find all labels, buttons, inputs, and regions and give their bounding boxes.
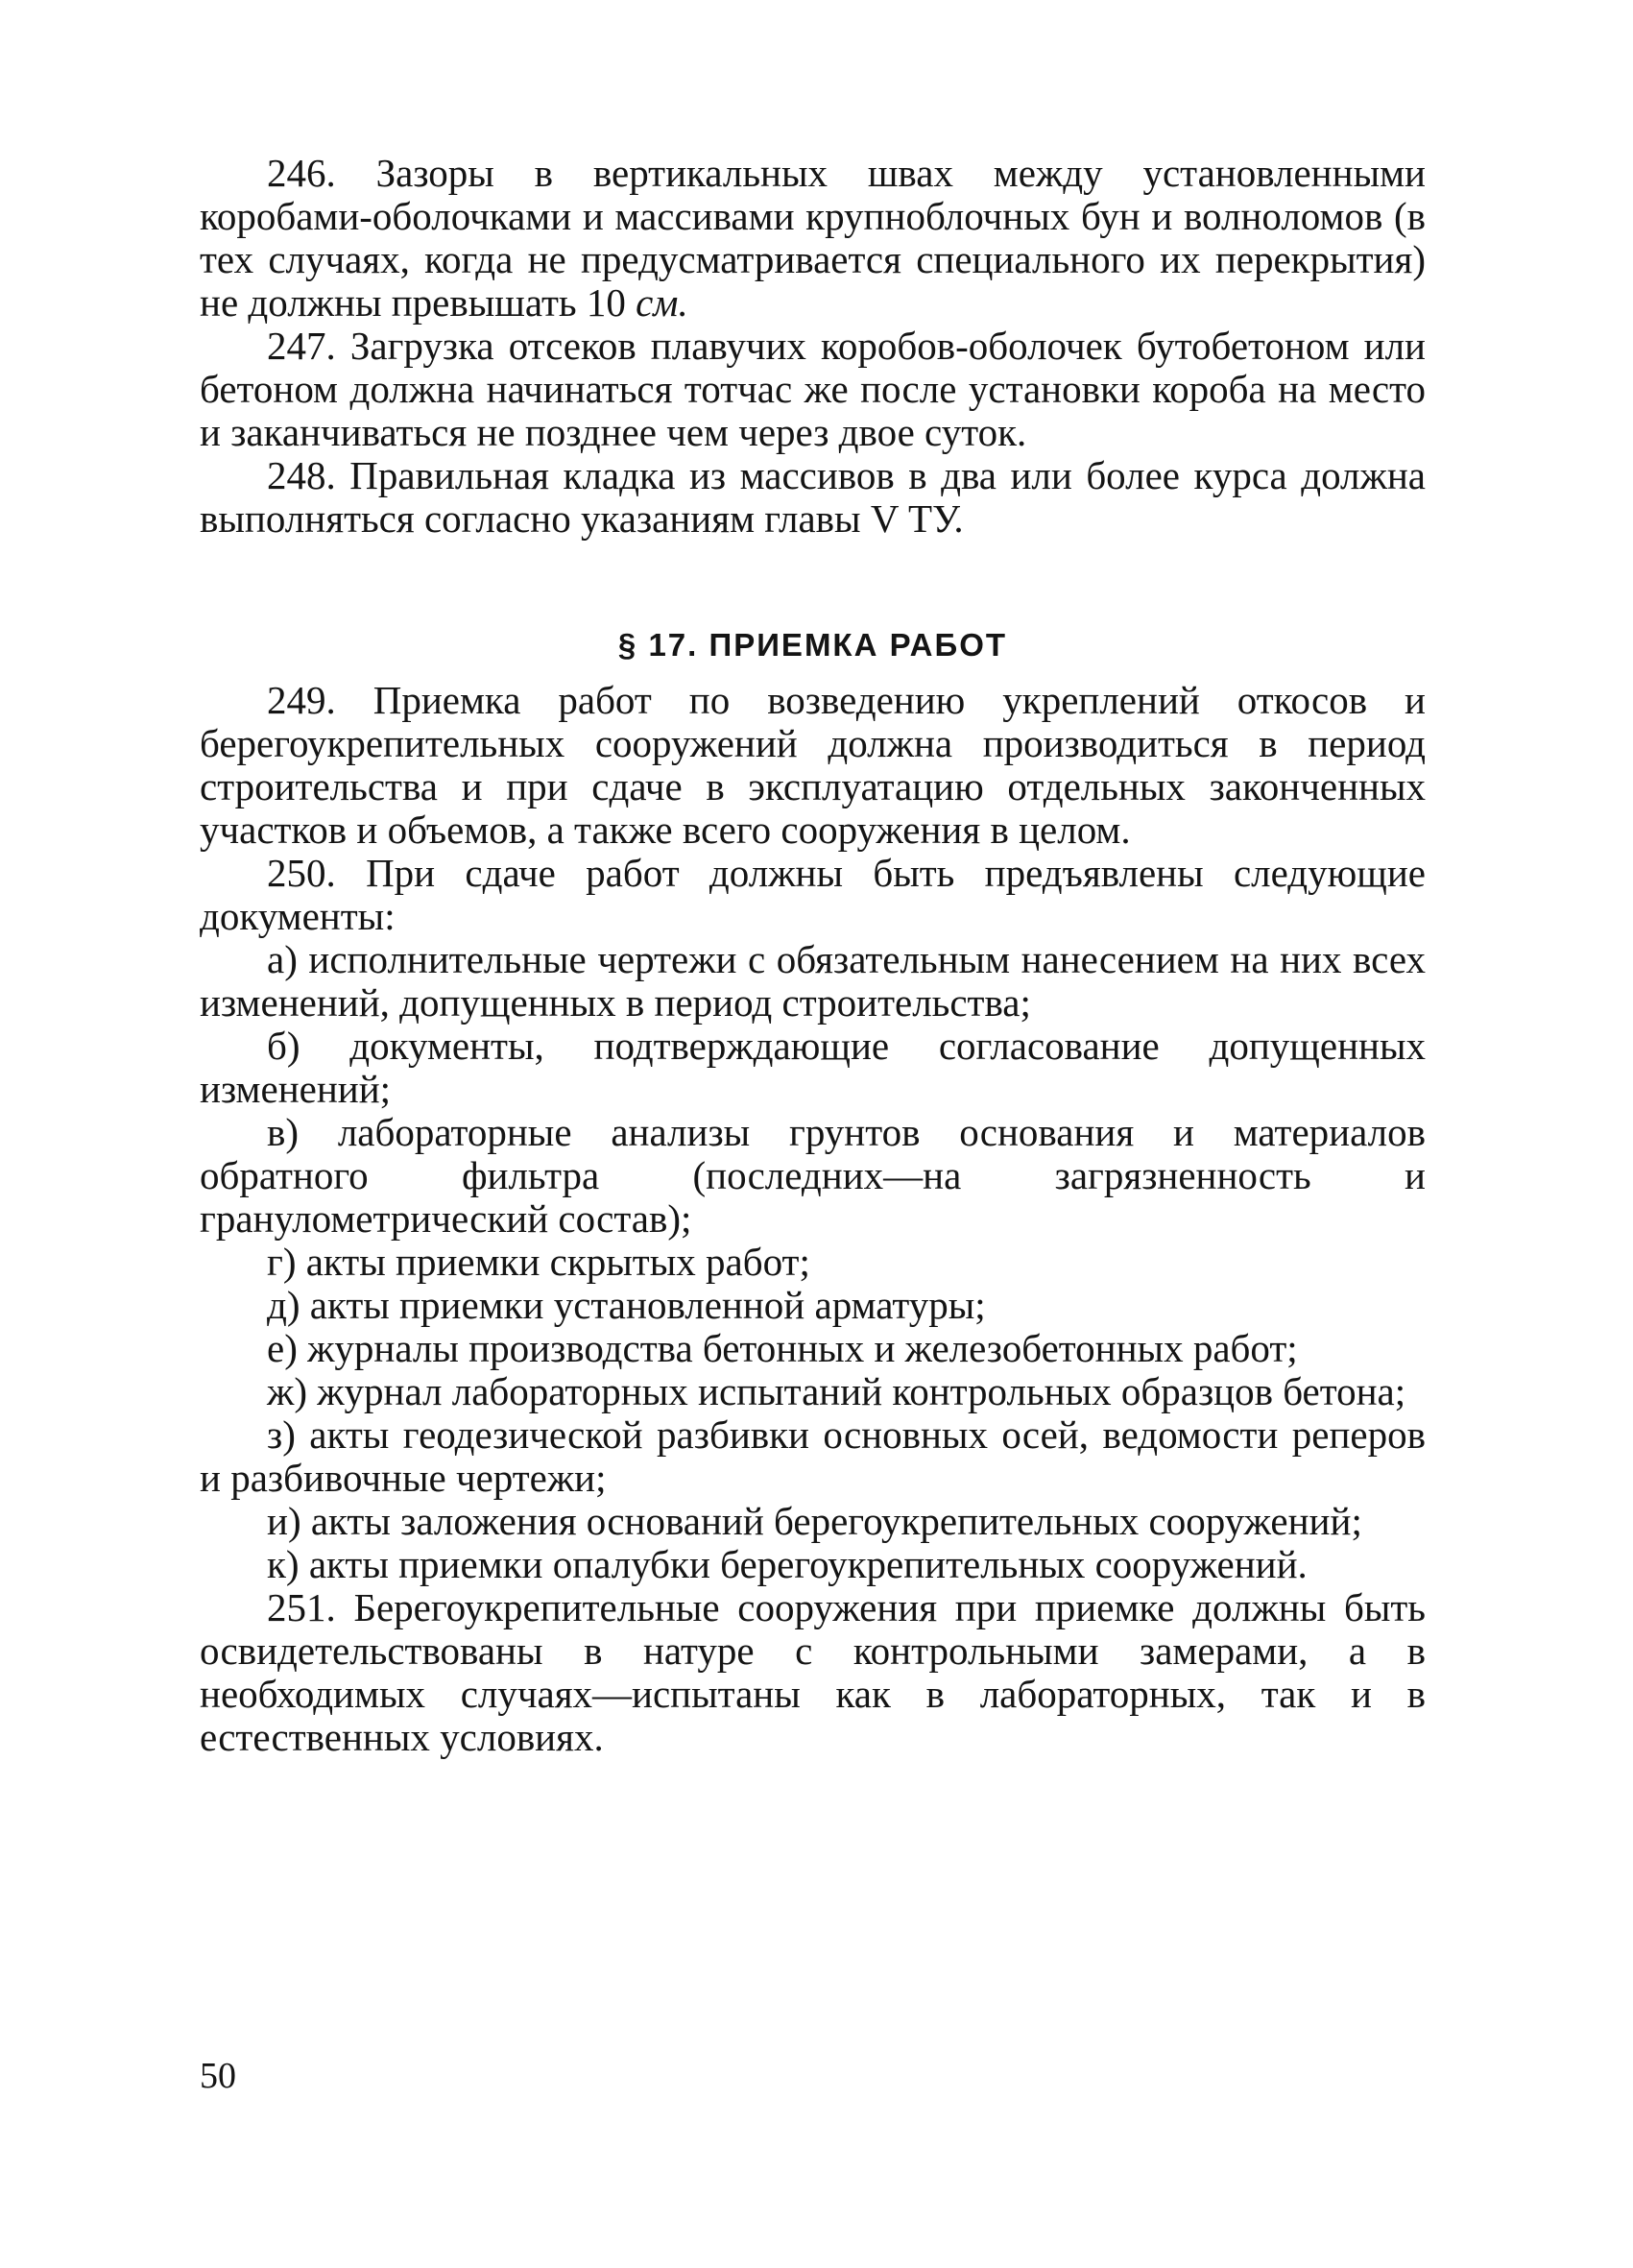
list-item-e: е) журналы производства бетонных и железобетонных работ; [267,1326,1298,1370]
list-item-v: в) лабораторные анализы грунтов основания и материалов обратного фильтра (последних—на загрязненность и гранулометрический состав); [200,1110,1426,1241]
list-item-d: д) акты приемки установленной арматуры; [267,1283,986,1327]
section-heading: § 17. ПРИЕМКА РАБОТ [617,627,1008,663]
paragraph-246-text: 246. Зазоры в вертикальных швах между установленными коробами-оболочками и массивами крупноблочных бун и волноломов (в тех случаях, когда не предусматривается специального их перекрытия) не должны превышать 10 [200,151,1426,325]
document-page [200,152,1426,1759]
list-item-g: г) акты приемки скрытых работ; [267,1240,810,1284]
list-item-zh: ж) журнал лабораторных испытаний контрольных образцов бетона; [267,1369,1406,1413]
page-number: 50 [200,2056,236,2096]
list-item-b: б) документы, подтверждающие согласование допущенных изменений; [200,1024,1426,1111]
paragraph-247: 247. Загрузка отсеков плавучих коробов-оболочек бутобетоном или бетоном должна начинаться тотчас же после установки короба на место и заканчиваться не позднее чем через двое суток. [200,324,1426,454]
paragraph-250: 250. При сдаче работ должны быть предъявлены следующие документы: [200,851,1426,938]
list-item-k: к) акты приемки опалубки берегоукрепительных сооружений. [267,1542,1308,1586]
list-item-a: а) исполнительные чертежи с обязательным нанесением на них всех изменений, допущенных в период строительства; [200,937,1426,1025]
paragraph-248: 248. Правильная кладка из массивов в два или более курса должна выполняться согласно указаниям главы V ТУ. [200,453,1426,541]
list-item-i: и) акты заложения оснований берегоукрепительных сооружений; [267,1499,1362,1543]
paragraph-249: 249. Приемка работ по возведению укреплений откосов и берегоукрепительных сооружений должна производиться в период строительства и при сдаче в эксплуатацию отдельных законченных участков и объемов, а также всего сооружения в целом. [200,678,1426,852]
paragraph-251: 251. Берегоукрепительные сооружения при приемке должны быть освидетельствованы в натуре с контрольными замерами, а в необходимых случаях—испытаны как в лабораторных, так и в естественных условиях. [200,1585,1426,1759]
list-item-z: з) акты геодезической разбивки основных осей, ведомости реперов и разбивочные чертежи; [200,1412,1426,1500]
unit-cm: см. [636,280,688,325]
paragraph-246 [200,152,1426,325]
document-list [200,938,1426,1586]
